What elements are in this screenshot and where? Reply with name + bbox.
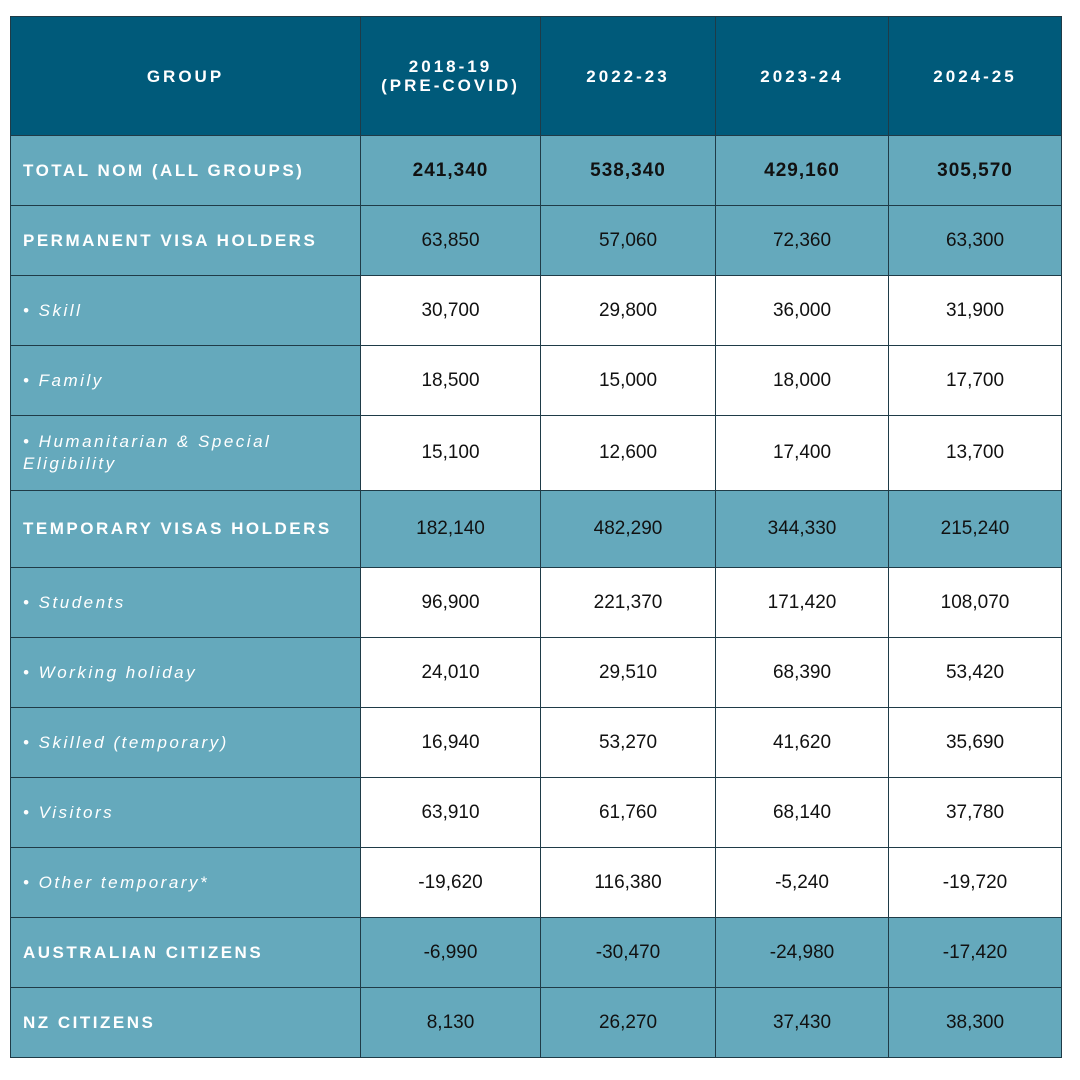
row-label: • Family: [11, 346, 361, 416]
cell-value: 15,000: [541, 346, 716, 416]
cell-value: 63,300: [889, 206, 1062, 276]
table-row: [11, 638, 1062, 708]
table-row: [11, 416, 1062, 491]
cell-value: -19,620: [361, 848, 541, 918]
table-row: [11, 778, 1062, 848]
row-label: TOTAL NOM (ALL GROUPS): [11, 136, 361, 206]
row-label: TEMPORARY VISAS HOLDERS: [11, 491, 361, 568]
header-row: [11, 17, 1062, 136]
cell-value: 108,070: [889, 568, 1062, 638]
header-2018-19: 2018-19 (PRE-COVID): [361, 17, 541, 136]
header-2023-24: 2023-24: [716, 17, 889, 136]
cell-value: 18,000: [716, 346, 889, 416]
cell-value: -30,470: [541, 918, 716, 988]
cell-value: 61,760: [541, 778, 716, 848]
cell-value: 182,140: [361, 491, 541, 568]
cell-value: 116,380: [541, 848, 716, 918]
cell-value: 96,900: [361, 568, 541, 638]
table-row: [11, 206, 1062, 276]
table-row: [11, 568, 1062, 638]
cell-value: 31,900: [889, 276, 1062, 346]
cell-value: 221,370: [541, 568, 716, 638]
table-row: [11, 708, 1062, 778]
cell-value: 53,420: [889, 638, 1062, 708]
cell-value: 30,700: [361, 276, 541, 346]
cell-value: 57,060: [541, 206, 716, 276]
cell-value: 35,690: [889, 708, 1062, 778]
cell-value: 26,270: [541, 988, 716, 1058]
cell-value: -19,720: [889, 848, 1062, 918]
row-label: • Working holiday: [11, 638, 361, 708]
cell-value: 429,160: [716, 136, 889, 206]
header-group: GROUP: [11, 17, 361, 136]
cell-value: 12,600: [541, 416, 716, 491]
cell-value: 68,390: [716, 638, 889, 708]
row-label: • Visitors: [11, 778, 361, 848]
cell-value: 36,000: [716, 276, 889, 346]
row-label: NZ CITIZENS: [11, 988, 361, 1058]
table-row: [11, 346, 1062, 416]
cell-value: 171,420: [716, 568, 889, 638]
cell-value: -17,420: [889, 918, 1062, 988]
cell-value: 68,140: [716, 778, 889, 848]
table-row: [11, 276, 1062, 346]
row-label: AUSTRALIAN CITIZENS: [11, 918, 361, 988]
cell-value: 16,940: [361, 708, 541, 778]
header-2022-23: 2022-23: [541, 17, 716, 136]
cell-value: -5,240: [716, 848, 889, 918]
cell-value: 482,290: [541, 491, 716, 568]
cell-value: 41,620: [716, 708, 889, 778]
cell-value: 29,510: [541, 638, 716, 708]
cell-value: 24,010: [361, 638, 541, 708]
cell-value: 38,300: [889, 988, 1062, 1058]
cell-value: 17,700: [889, 346, 1062, 416]
cell-value: 37,430: [716, 988, 889, 1058]
cell-value: 8,130: [361, 988, 541, 1058]
row-label: PERMANENT VISA HOLDERS: [11, 206, 361, 276]
cell-value: 63,910: [361, 778, 541, 848]
cell-value: 63,850: [361, 206, 541, 276]
cell-value: 53,270: [541, 708, 716, 778]
table-row: [11, 918, 1062, 988]
cell-value: 15,100: [361, 416, 541, 491]
header-2024-25: 2024-25: [889, 17, 1062, 136]
row-label: • Humanitarian & Special Eligibility: [11, 416, 361, 491]
cell-value: 538,340: [541, 136, 716, 206]
cell-value: 29,800: [541, 276, 716, 346]
nom-table: [10, 16, 1062, 1058]
row-label: • Students: [11, 568, 361, 638]
table-row: [11, 848, 1062, 918]
cell-value: 72,360: [716, 206, 889, 276]
row-label: • Skilled (temporary): [11, 708, 361, 778]
cell-value: -24,980: [716, 918, 889, 988]
table-row: [11, 136, 1062, 206]
cell-value: 241,340: [361, 136, 541, 206]
cell-value: 305,570: [889, 136, 1062, 206]
cell-value: -6,990: [361, 918, 541, 988]
cell-value: 37,780: [889, 778, 1062, 848]
cell-value: 17,400: [716, 416, 889, 491]
row-label: • Skill: [11, 276, 361, 346]
table-row: [11, 491, 1062, 568]
cell-value: 344,330: [716, 491, 889, 568]
cell-value: 18,500: [361, 346, 541, 416]
row-label: • Other temporary*: [11, 848, 361, 918]
cell-value: 13,700: [889, 416, 1062, 491]
table-row: [11, 988, 1062, 1058]
cell-value: 215,240: [889, 491, 1062, 568]
